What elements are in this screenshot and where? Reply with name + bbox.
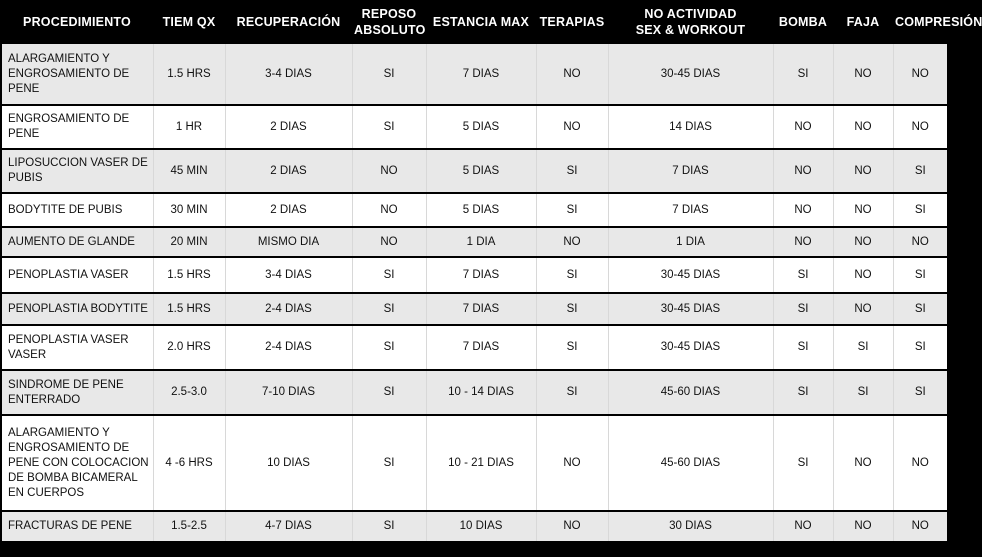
cell-procedimiento — [1, 415, 153, 511]
cell-faja: SI — [833, 370, 893, 415]
table-header — [1, 0, 982, 44]
cell-recuperacion: 3-4 DIAS — [225, 44, 352, 105]
table-row — [1, 105, 948, 149]
cell-estancia-max: 7 DIAS — [426, 325, 536, 370]
header-no-actividad-line-1: NO ACTIVIDAD — [644, 7, 737, 21]
cell-no-actividad: 7 DIAS — [608, 193, 773, 227]
cell-reposo-absoluto: SI — [352, 257, 426, 293]
cell-no-actividad: 7 DIAS — [608, 149, 773, 193]
procedimiento-line: BODYTITE DE PUBIS — [8, 203, 123, 216]
header-bomba: BOMBA — [778, 15, 828, 29]
cell-faja: NO — [833, 293, 893, 325]
cell-tiem-qx: 45 MIN — [153, 149, 225, 193]
cell-procedimiento — [1, 325, 153, 370]
header-compresion: COMPRESIÓN — [895, 15, 982, 29]
procedimiento-line: VASER — [8, 348, 47, 361]
procedimiento-line: PENE — [8, 82, 40, 95]
header-no-actividad — [608, 0, 773, 44]
procedimiento-line: PENE — [8, 128, 40, 140]
procedimiento-line: ENTERRADO — [8, 393, 81, 406]
procedimiento-line: EN CUERPOS — [8, 486, 85, 499]
procedimiento-line: ENGROSAMIENTO DE — [8, 113, 130, 125]
cell-tiem-qx: 1.5 HRS — [153, 257, 225, 293]
cell-tiem-qx: 1.5 HRS — [153, 293, 225, 325]
cell-compresion: SI — [893, 325, 948, 370]
procedimiento-line: PENOPLASTIA BODYTITE — [8, 302, 148, 315]
cell-recuperacion: MISMO DIA — [225, 227, 352, 257]
cell-compresion: SI — [893, 293, 948, 325]
cell-faja: SI — [833, 325, 893, 370]
cell-procedimiento — [1, 149, 153, 193]
header-estancia-max: ESTANCIA MAX — [432, 15, 530, 29]
cell-procedimiento — [1, 370, 153, 415]
cell-recuperacion: 2 DIAS — [225, 105, 352, 149]
cell-reposo-absoluto: SI — [352, 370, 426, 415]
cell-tiem-qx: 2.0 HRS — [153, 325, 225, 370]
procedimiento-line: PENE CON COLOCACION — [8, 456, 149, 469]
cell-tiem-qx: 1.5-2.5 — [153, 511, 225, 542]
procedimiento-line: PENOPLASTIA VASER — [8, 268, 129, 281]
cell-compresion: NO — [893, 511, 948, 542]
cell-compresion: SI — [893, 193, 948, 227]
cell-procedimiento — [1, 105, 153, 149]
cell-faja: NO — [833, 193, 893, 227]
cell-procedimiento — [1, 227, 153, 257]
cell-terapias: SI — [536, 257, 608, 293]
cell-bomba: SI — [773, 370, 833, 415]
cell-estancia-max: 7 DIAS — [426, 293, 536, 325]
cell-reposo-absoluto: SI — [352, 44, 426, 105]
cell-no-actividad: 30-45 DIAS — [608, 293, 773, 325]
header-procedimiento: PROCEDIMIENTO — [23, 15, 131, 29]
cell-compresion: NO — [893, 44, 948, 105]
cell-faja: NO — [833, 511, 893, 542]
cell-reposo-absoluto: SI — [352, 105, 426, 149]
cell-bomba: SI — [773, 325, 833, 370]
cell-recuperacion: 2-4 DIAS — [225, 293, 352, 325]
cell-bomba: SI — [773, 293, 833, 325]
cell-recuperacion: 2-4 DIAS — [225, 325, 352, 370]
table-row — [1, 293, 948, 325]
cell-tiem-qx: 20 MIN — [153, 227, 225, 257]
table-row — [1, 511, 948, 542]
cell-compresion: SI — [893, 149, 948, 193]
cell-terapias: NO — [536, 44, 608, 105]
procedimiento-line: LIPOSUCCION VASER DE — [8, 157, 148, 169]
cell-tiem-qx: 30 MIN — [153, 193, 225, 227]
cell-no-actividad: 30-45 DIAS — [608, 44, 773, 105]
cell-faja: NO — [833, 149, 893, 193]
cell-no-actividad: 45-60 DIAS — [608, 370, 773, 415]
cell-terapias: NO — [536, 415, 608, 511]
cell-compresion: NO — [893, 415, 948, 511]
cell-recuperacion: 10 DIAS — [225, 415, 352, 511]
cell-reposo-absoluto: NO — [352, 227, 426, 257]
cell-terapias: SI — [536, 370, 608, 415]
cell-procedimiento — [1, 44, 153, 105]
cell-reposo-absoluto: SI — [352, 415, 426, 511]
cell-reposo-absoluto: SI — [352, 293, 426, 325]
cell-procedimiento — [1, 257, 153, 293]
header-row — [1, 0, 948, 44]
cell-terapias: NO — [536, 511, 608, 542]
cell-tiem-qx: 2.5-3.0 — [153, 370, 225, 415]
cell-estancia-max: 5 DIAS — [426, 193, 536, 227]
cell-faja: NO — [833, 415, 893, 511]
cell-recuperacion: 4-7 DIAS — [225, 511, 352, 542]
cell-no-actividad: 1 DIA — [608, 227, 773, 257]
cell-faja: NO — [833, 105, 893, 149]
cell-terapias: SI — [536, 325, 608, 370]
cell-no-actividad: 30-45 DIAS — [608, 325, 773, 370]
cell-bomba: NO — [773, 149, 833, 193]
cell-estancia-max: 5 DIAS — [426, 105, 536, 149]
table-body — [1, 44, 948, 542]
procedimiento-line: ALARGAMIENTO Y — [8, 52, 110, 65]
procedimiento-line: ENGROSAMIENTO DE — [8, 441, 130, 454]
cell-compresion: NO — [893, 105, 948, 149]
cell-terapias: NO — [536, 227, 608, 257]
header-reposo-line-2: ABSOLUTO — [354, 23, 426, 37]
procedimiento-line: SINDROME DE PENE — [8, 378, 124, 391]
cell-terapias: NO — [536, 105, 608, 149]
cell-estancia-max: 10 - 21 DIAS — [426, 415, 536, 511]
header-terapias: TERAPIAS — [539, 15, 605, 29]
cell-tiem-qx: 4 -6 HRS — [153, 415, 225, 511]
cell-no-actividad: 30 DIAS — [608, 511, 773, 542]
cell-faja: NO — [833, 227, 893, 257]
cell-tiem-qx: 1.5 HRS — [153, 44, 225, 105]
cell-procedimiento — [1, 511, 153, 542]
cell-compresion: SI — [893, 257, 948, 293]
procedimiento-line: PUBIS — [8, 172, 43, 184]
cell-tiem-qx: 1 HR — [153, 105, 225, 149]
cell-reposo-absoluto: SI — [352, 325, 426, 370]
cell-bomba: SI — [773, 257, 833, 293]
cell-terapias: SI — [536, 293, 608, 325]
cell-recuperacion: 2 DIAS — [225, 193, 352, 227]
cell-no-actividad: 45-60 DIAS — [608, 415, 773, 511]
cell-recuperacion: 3-4 DIAS — [225, 257, 352, 293]
cell-compresion: NO — [893, 227, 948, 257]
cell-bomba: NO — [773, 193, 833, 227]
header-no-actividad-line-2: SEX & WORKOUT — [635, 23, 746, 37]
table-row — [1, 44, 948, 105]
cell-procedimiento — [1, 293, 153, 325]
header-reposo-absoluto — [352, 0, 426, 44]
header-faja: FAJA — [846, 15, 880, 29]
procedimiento-line: AUMENTO DE GLANDE — [8, 235, 135, 248]
cell-terapias: SI — [536, 149, 608, 193]
cell-terapias: SI — [536, 193, 608, 227]
table-row — [1, 325, 948, 370]
cell-bomba: NO — [773, 227, 833, 257]
cell-estancia-max: 1 DIA — [426, 227, 536, 257]
header-reposo-line-1: REPOSO — [361, 7, 417, 21]
cell-faja: NO — [833, 44, 893, 105]
procedimiento-line: DE BOMBA BICAMERAL — [8, 471, 138, 484]
cell-reposo-absoluto: SI — [352, 511, 426, 542]
procedimiento-line: ENGROSAMIENTO DE — [8, 67, 130, 80]
cell-bomba: SI — [773, 44, 833, 105]
table-row — [1, 149, 948, 193]
table-row — [1, 227, 948, 257]
cell-reposo-absoluto: NO — [352, 149, 426, 193]
cell-reposo-absoluto: NO — [352, 193, 426, 227]
cell-compresion: SI — [893, 370, 948, 415]
cell-no-actividad: 14 DIAS — [608, 105, 773, 149]
cell-estancia-max: 7 DIAS — [426, 44, 536, 105]
procedimiento-line: FRACTURAS DE PENE — [8, 520, 132, 532]
table-row — [1, 257, 948, 293]
cell-bomba: NO — [773, 105, 833, 149]
table-row — [1, 415, 948, 511]
cell-estancia-max: 10 - 14 DIAS — [426, 370, 536, 415]
cell-recuperacion: 2 DIAS — [225, 149, 352, 193]
cell-recuperacion: 7-10 DIAS — [225, 370, 352, 415]
cell-bomba: NO — [773, 511, 833, 542]
cell-faja: NO — [833, 257, 893, 293]
header-tiem-qx: TIEM QX — [162, 15, 216, 29]
procedimiento-line: PENOPLASTIA VASER — [8, 333, 129, 346]
header-recuperacion: RECUPERACIÓN — [236, 15, 341, 29]
cell-no-actividad: 30-45 DIAS — [608, 257, 773, 293]
procedimiento-line: ALARGAMIENTO Y — [8, 426, 110, 439]
cell-estancia-max: 5 DIAS — [426, 149, 536, 193]
cell-bomba: SI — [773, 415, 833, 511]
table-row — [1, 370, 948, 415]
cell-estancia-max: 7 DIAS — [426, 257, 536, 293]
cell-estancia-max: 10 DIAS — [426, 511, 536, 542]
table-row — [1, 193, 948, 227]
cell-procedimiento — [1, 193, 153, 227]
